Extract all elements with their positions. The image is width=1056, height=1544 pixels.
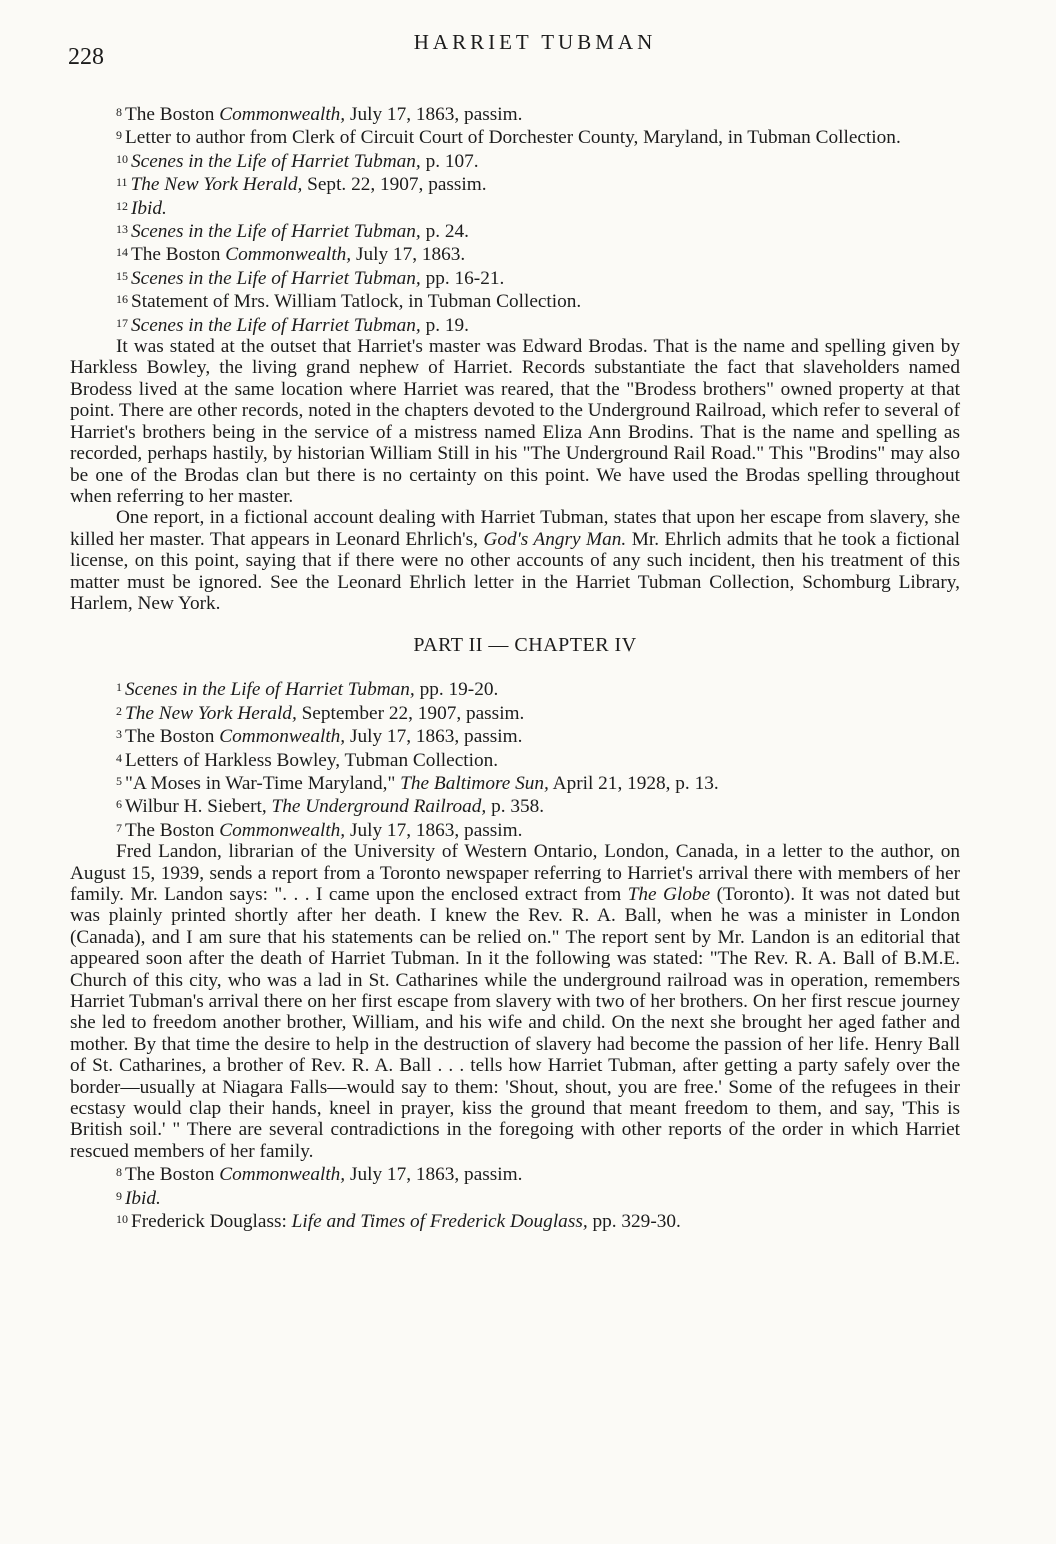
note-paragraph-landon: Fred Landon, librarian of the University of Western Ontario, London, Canada, in a letter to the author, on August 15, 1939, sends a report from a Toronto newspaper referring to Harriet's arrival there with members of her family. Mr. Landon says: ". . . I came upon the enclosed extract from The Globe (Toronto). It was not dated but was plainly printed shortly after her death. I knew the Rev. R. A. Ball, when he was a minister in London (Canada), and I am sure that his statements can be relied on." The report sent by Mr. Landon is an editorial that appeared soon after the death of Harriet Tubman. In it the following was stated: "The Rev. R. A. Ball of B.M.E. Church of this city, who was a lad in St. Catharines while the underground railroad was in operation, remembers Harriet Tubman's arrival there on her first escape from slavery with two of her brothers. On her first rescue journey she led to freedom another brother, William, and his wife and child. On the next she brought her aged father and mother. By that time the desire to help in the destruction of slavery had become the passion of her life. Henry Ball of St. Catharines, a brother of Rev. R. A. Ball . . . tells how Harriet Tubman, after getting a party safely over the border—usually at Niagara Falls—would say to them: 'Shout, shout, you are free.' Some of the refugees in their ecstasy would clap their hands, kneel in prayer, kiss the ground that meant freedom to them, and say, 'This is British soil.' " There are several contradictions in the foregoing with other reports of the order in which Harriet rescued members of her family. — [70, 841, 960, 1162]
note-paragraph-ehrlich: One report, in a fictional account dealing with Harriet Tubman, states that upon her escape from slavery, she killed her master. That appears in Leonard Ehrlich's, God's Angry Man. Mr. Ehrlich admits that he took a fictional license, on this point, saying that if there were no other accounts of any such incident, then his treatment of this matter must be ignored. See the Leonard Ehrlich letter in the Harriet Tubman Collection, Schomburg Library, Harlem, New York. — [70, 507, 960, 614]
section-heading: PART II — CHAPTER IV — [413, 634, 637, 657]
note-4: $^4$ Letters of Harkless Bowley, Tubman Collection. — [116, 749, 499, 771]
note-9-part2: $^9$ Ibid. — [116, 1187, 161, 1209]
note-11: $^{11}$ The New York Herald, Sept. 22, 1907, passim. — [116, 174, 487, 196]
running-title: HARRIET TUBMAN — [413, 30, 657, 54]
note-3: $^3$ The Boston Commonwealth, July 17, 1863, passim. — [116, 726, 523, 748]
note-10: $^{10}$ Scenes in the Life of Harriet Tubman, p. 107. — [116, 150, 479, 172]
note-8-part2: $^8$ The Boston Commonwealth, July 17, 1863, passim. — [116, 1164, 523, 1186]
note-9: $^9$ Letter to author from Clerk of Circuit Court of Dorchester County, Maryland, in Tubman Collection. — [116, 127, 901, 149]
running-head — [70, 24, 960, 74]
note-17: $^{17}$ Scenes in the Life of Harriet Tubman, p. 19. — [116, 314, 469, 336]
chapter-notes-part2 — [70, 677, 960, 1232]
note-14: $^{14}$ The Boston Commonwealth, July 17, 1863. — [116, 244, 466, 266]
chapter-notes-part1 — [70, 102, 960, 614]
note-15: $^{15}$ Scenes in the Life of Harriet Tubman, pp. 16-21. — [116, 267, 505, 289]
note-7: $^7$ The Boston Commonwealth, July 17, 1863, passim. — [116, 819, 523, 841]
note-12: $^{12}$ Ibid. — [116, 197, 167, 219]
note-5: $^5$ "A Moses in War-Time Maryland," The Baltimore Sun, April 21, 1928, p. 13. — [116, 772, 719, 794]
note-13: $^{13}$ Scenes in the Life of Harriet Tubman, p. 24. — [116, 221, 469, 243]
page-number: 228 — [68, 44, 104, 70]
note-2: $^2$ The New York Herald, September 22, 1907, passim. — [116, 702, 525, 724]
note-16: $^{16}$ Statement of Mrs. William Tatlock, in Tubman Collection. — [116, 291, 582, 313]
note-1: $^1$ Scenes in the Life of Harriet Tubman, pp. 19-20. — [116, 679, 499, 701]
note-8: $^8$ The Boston Commonwealth, July 17, 1863, passim. — [116, 104, 523, 125]
note-10-part2: $^{10}$ Frederick Douglass: Life and Times of Frederick Douglass, pp. 329-30. — [116, 1211, 681, 1233]
note-paragraph-brodas: It was stated at the outset that Harriet's master was Edward Brodas. That is the name and spelling given by Harkless Bowley, the living grand nephew of Harriet. Records substantiate the fact that slaveholders named Brodess lived at the same location where Harriet was reared, that the "Brodess brothers" owned property at that point. There are other records, noted in the chapters devoted to the Underground Railroad, which refer to several of Harriet's brothers being in the service of a mistress named Eliza Ann Brodins. That is the name and spelling as recorded, perhaps hastily, by historian William Still in his "The Underground Rail Road." This "Brodins" may also be one of the Brodas clan but there is no certainty on this point. We have used the Brodas spelling throughout when referring to her master. — [70, 336, 960, 507]
note-6: $^6$ Wilbur H. Siebert, The Underground Railroad, p. 358. — [116, 796, 545, 818]
